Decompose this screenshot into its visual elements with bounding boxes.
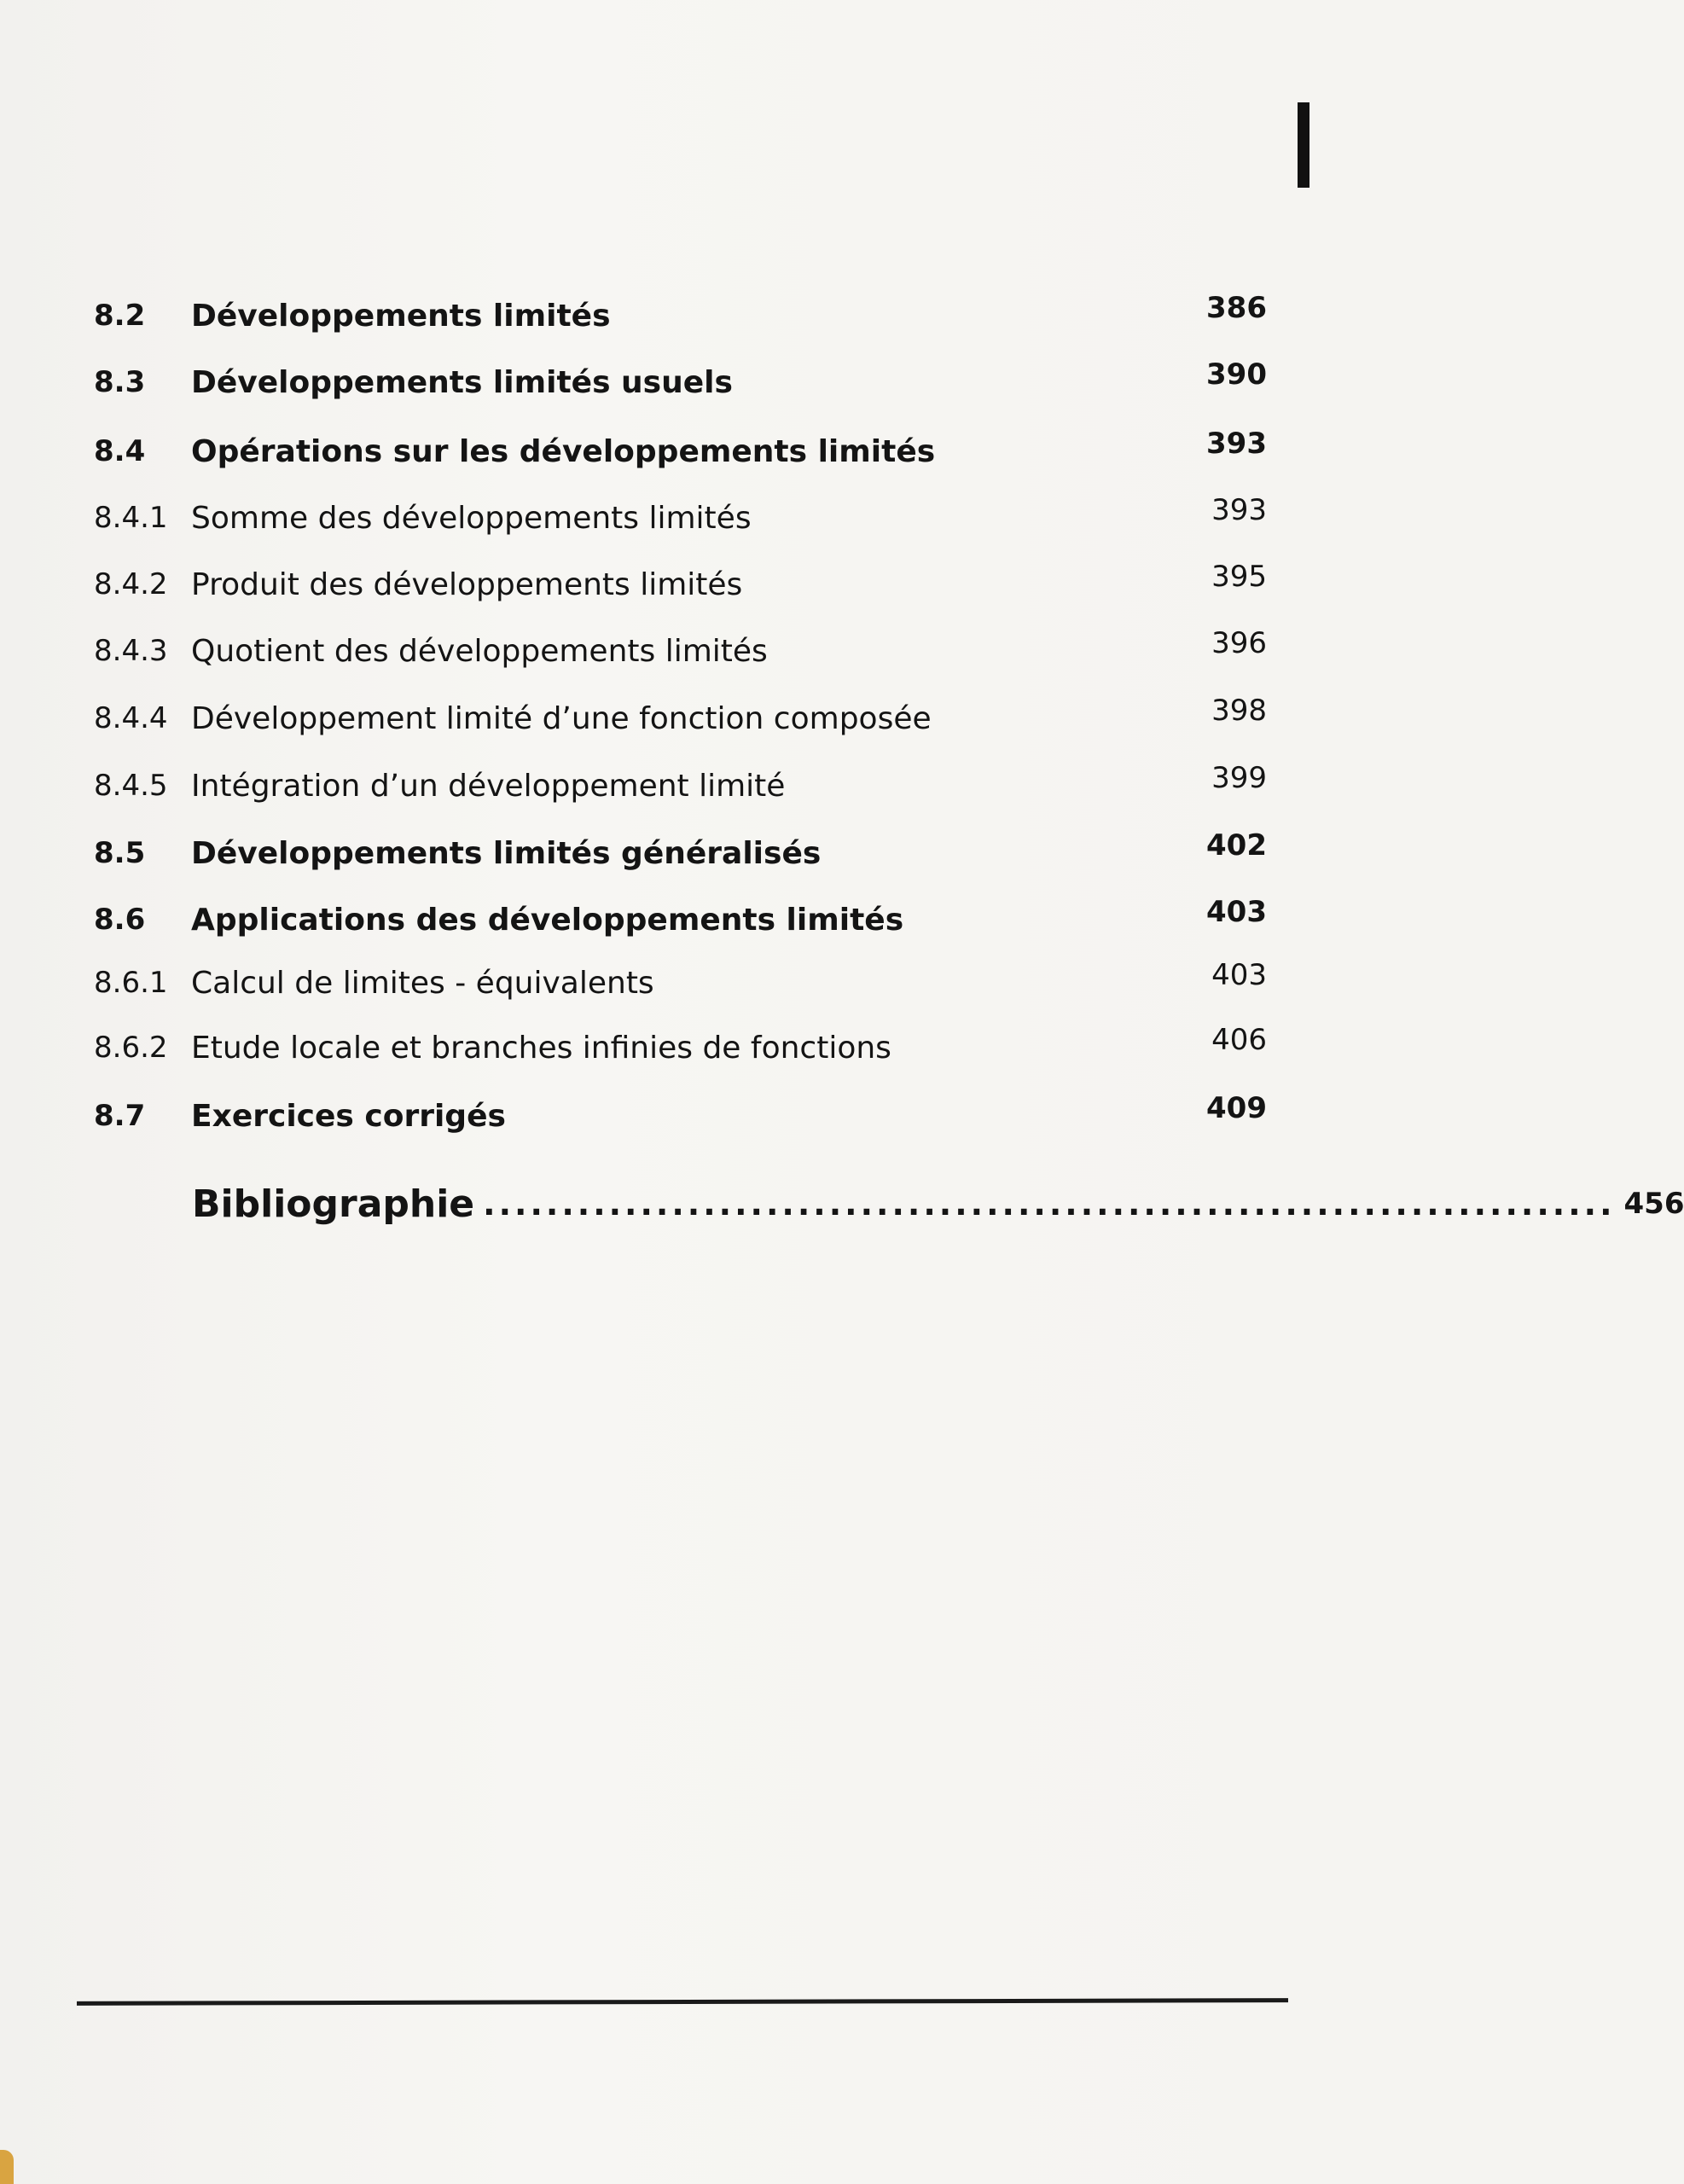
toc-title: Quotient des développements limités (191, 633, 768, 669)
page-corner-tab (0, 2150, 14, 2184)
toc-entry (94, 1086, 1267, 1146)
toc-title: Développement limité d’une fonction composée (191, 700, 932, 736)
toc-entry (94, 488, 1267, 548)
toc-entry (94, 688, 1267, 748)
toc-number: 8.6.1 (94, 966, 168, 1000)
toc-title: Développements limités usuels (191, 364, 733, 400)
toc-page: 402 (1206, 828, 1267, 863)
toc-page: 395 (1211, 560, 1267, 594)
toc-title: Somme des développements limités (191, 500, 752, 536)
toc-number: 8.6 (94, 903, 146, 937)
toc-title: Calcul de limites - équivalents (191, 965, 654, 1001)
toc-entry (94, 286, 1267, 346)
bibliography-page: 456 (1623, 1187, 1684, 1221)
toc-number: 8.4.4 (94, 701, 168, 735)
toc-page: 393 (1206, 427, 1267, 461)
toc-title: Etude locale et branches infinies de fonctions (191, 1030, 891, 1066)
toc-page: 386 (1206, 291, 1267, 325)
toc-entry (94, 756, 1267, 816)
toc-page: 406 (1211, 1023, 1267, 1057)
toc-page: 399 (1211, 761, 1267, 795)
toc-entry (94, 421, 1267, 481)
toc-page: 393 (1211, 493, 1267, 527)
toc-number: 8.4.1 (94, 501, 168, 535)
toc-title: Opérations sur les développements limités (191, 433, 936, 469)
page-edge-shadow (1298, 102, 1309, 188)
toc-entry (94, 352, 1267, 412)
toc-entry (94, 555, 1267, 614)
dot-leader: ........................................................................ (483, 1185, 1616, 1223)
toc-title: Produit des développements limités (191, 566, 743, 602)
toc-entry (94, 890, 1267, 950)
toc-page: 409 (1206, 1091, 1267, 1125)
toc-page: 403 (1206, 895, 1267, 929)
toc-number: 8.4 (94, 434, 146, 468)
bibliography-title: Bibliographie (192, 1182, 475, 1226)
toc-entry (94, 621, 1267, 681)
toc-title: Développements limités généralisés (191, 835, 822, 871)
toc-title: Intégration d’un développement limité (191, 768, 786, 804)
toc-number: 8.5 (94, 836, 146, 870)
toc-number: 8.2 (94, 299, 146, 333)
toc-title: Exercices corrigés (191, 1098, 506, 1134)
toc-page: 390 (1206, 357, 1267, 392)
toc-number: 8.4.2 (94, 567, 168, 601)
toc-page: 403 (1211, 958, 1267, 992)
toc-page: 396 (1211, 626, 1267, 660)
toc-number: 8.6.2 (94, 1031, 168, 1065)
toc-number: 8.4.5 (94, 769, 168, 803)
toc-entry-bibliography (192, 1174, 1684, 1234)
toc-number: 8.7 (94, 1099, 146, 1133)
footer-rule (77, 1998, 1288, 2006)
toc-page: 398 (1211, 694, 1267, 728)
toc-number: 8.3 (94, 365, 146, 399)
toc-entry (94, 1018, 1267, 1077)
toc-entry (94, 823, 1267, 883)
toc-title: Développements limités (191, 298, 611, 334)
toc-number: 8.4.3 (94, 634, 168, 668)
toc-entry (94, 953, 1267, 1013)
toc-title: Applications des développements limités (191, 902, 904, 938)
